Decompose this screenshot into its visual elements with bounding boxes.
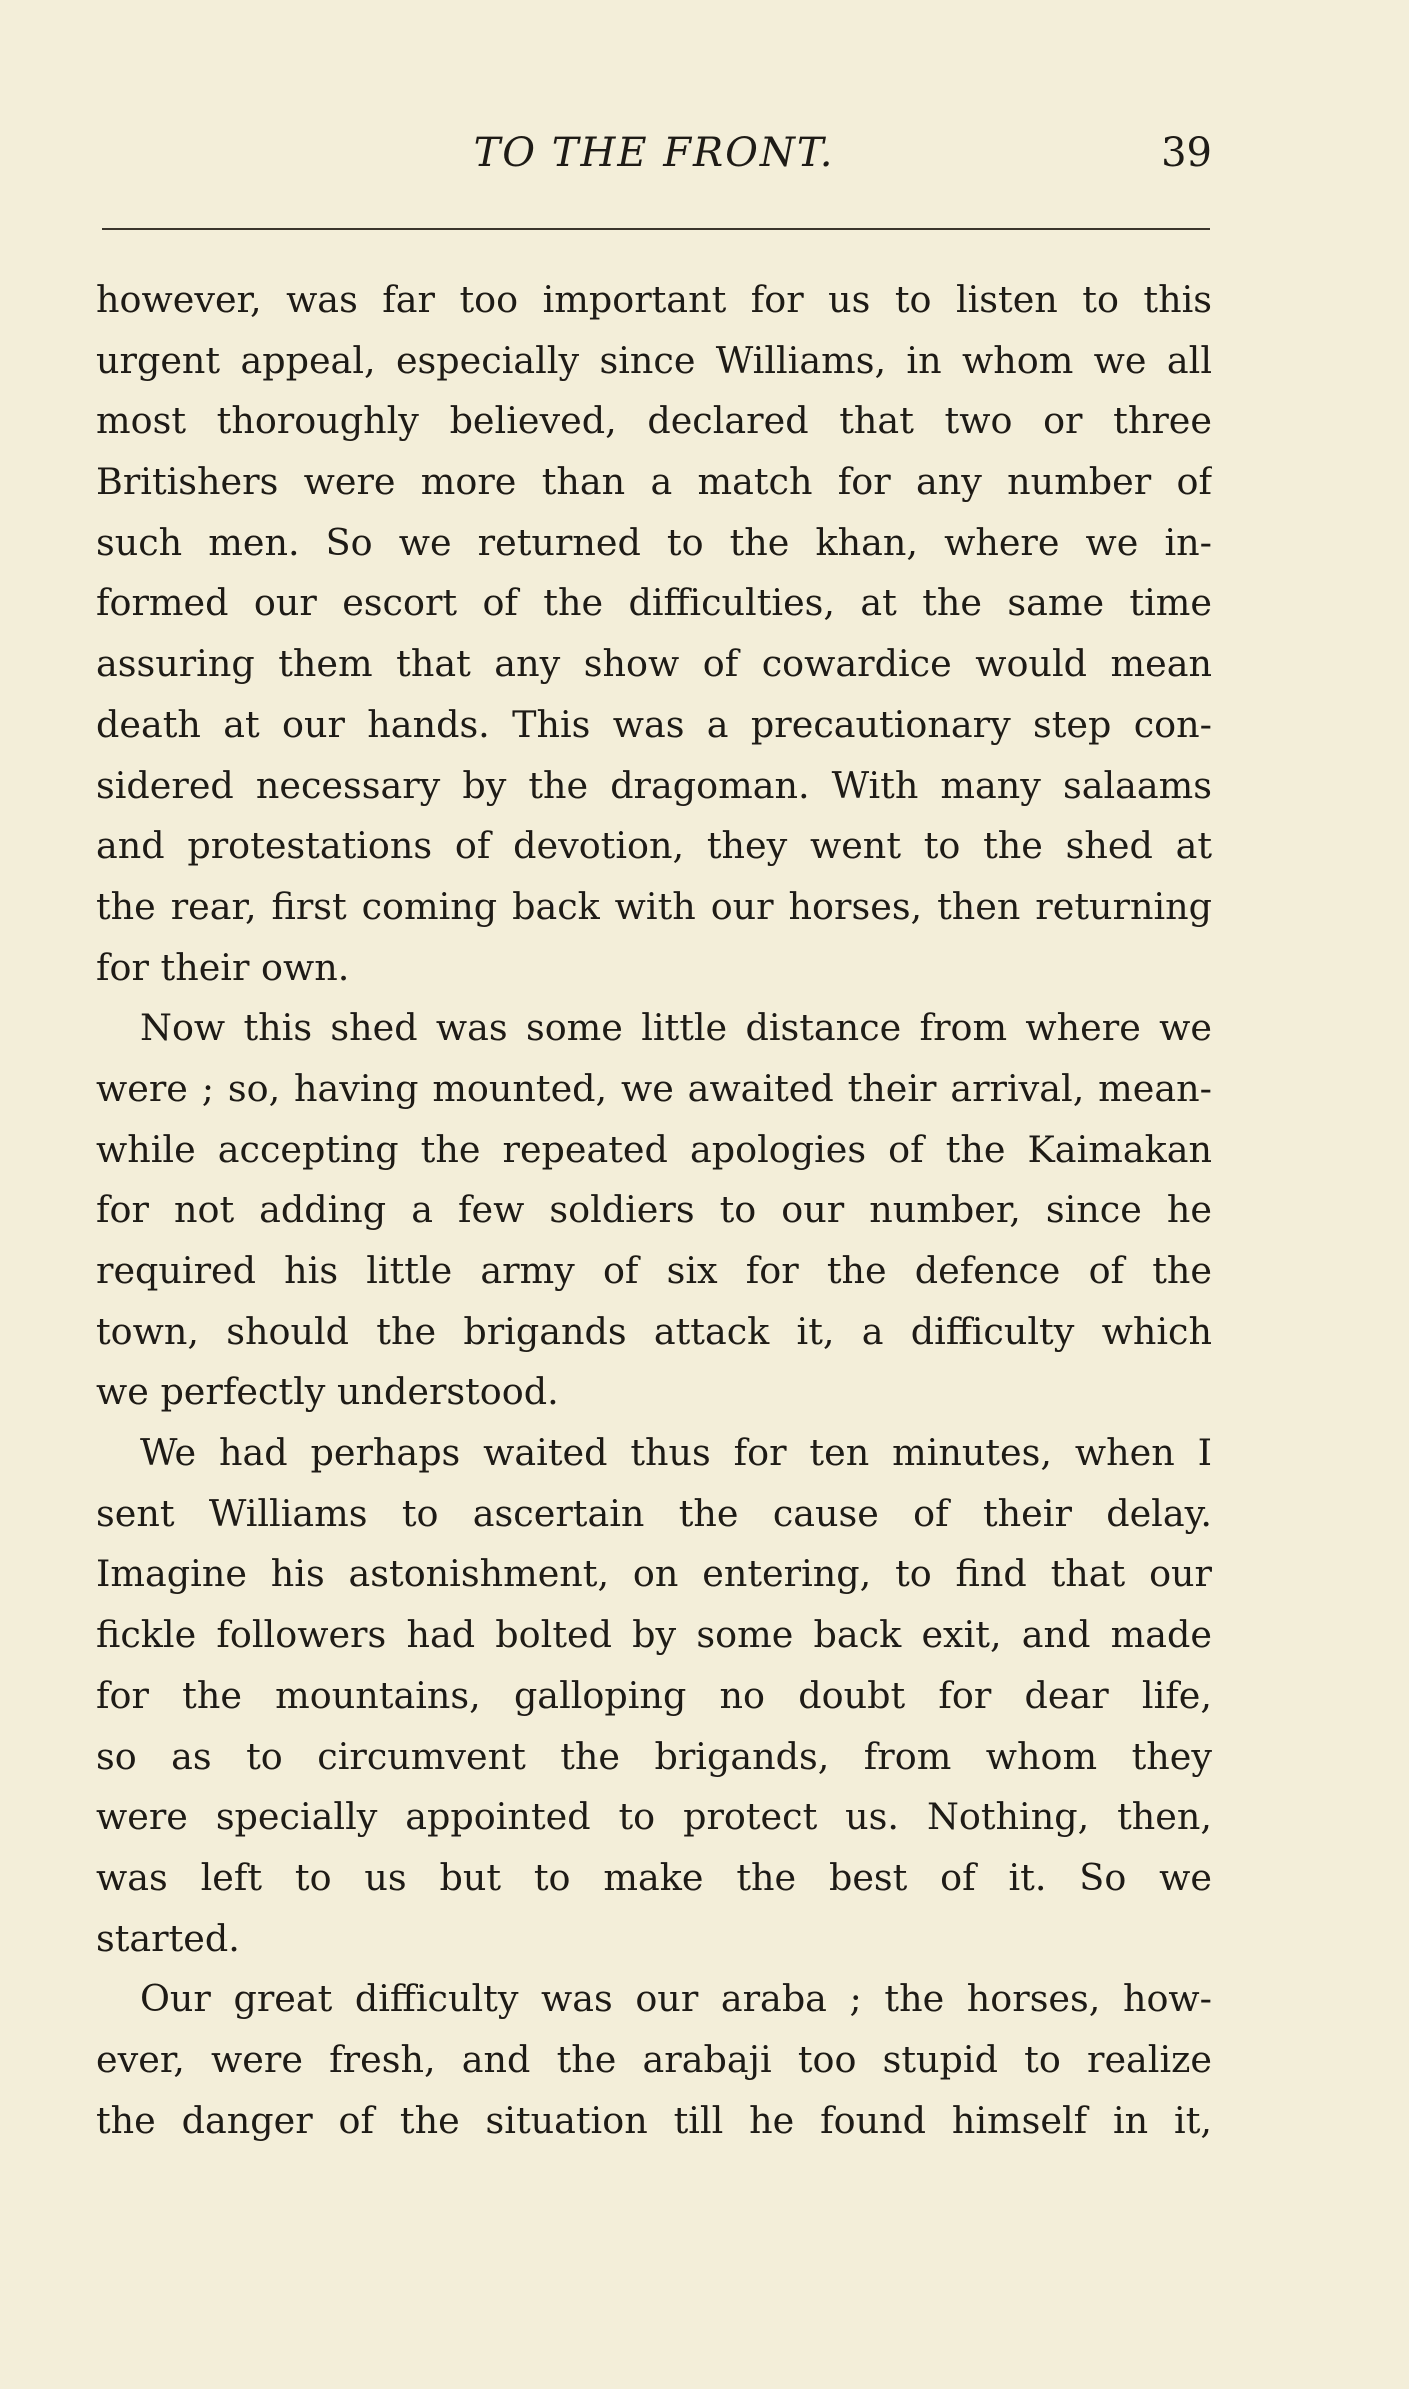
text-line: for the mountains, galloping no doubt for dear life, [96, 1673, 1212, 1717]
text-line: and protestations of devotion, they went to the shed at [96, 824, 1212, 868]
text-line: Our great difficulty was our araba ; the horses, how- [140, 1977, 1212, 2021]
text-line: for their own. [96, 945, 350, 989]
text-line: so as to circumvent the brigands, from whom they [96, 1734, 1212, 1778]
text-line: the rear, first coming back with our horses, then returning [96, 884, 1212, 928]
text-line: were ; so, having mounted, we awaited their arrival, mean- [96, 1066, 1212, 1110]
text-line: were specially appointed to protect us. Nothing, then, [96, 1795, 1212, 1839]
text-line: Imagine his astonishment, on entering, to find that our [96, 1552, 1212, 1596]
text-line: death at our hands. This was a precautionary step con- [96, 702, 1212, 746]
body-text [96, 270, 1212, 2151]
text-line: the danger of the situation till he found himself in it, [96, 2098, 1212, 2142]
running-title: TO THE FRONT. [473, 130, 835, 176]
text-line: assuring them that any show of cowardice would mean [96, 642, 1212, 686]
text-line: however, was far too important for us to listen to this [96, 278, 1212, 321]
text-line: sidered necessary by the dragoman. With many salaams [96, 763, 1212, 807]
text-line: while accepting the repeated apologies of the Kaimakan [96, 1127, 1212, 1171]
text-line: Britishers were more than a match for any number of [96, 460, 1212, 504]
text-line: required his little army of six for the defence of the [96, 1249, 1212, 1292]
text-line: sent Williams to ascertain the cause of their delay. [96, 1491, 1212, 1535]
text-line: such men. So we returned to the khan, where we in- [96, 520, 1212, 564]
header-rule [102, 228, 1210, 230]
text-line: for not adding a few soldiers to our number, since he [96, 1188, 1212, 1232]
text-line: started. [96, 1916, 240, 1960]
text-line: formed our escort of the difficulties, at the same time [96, 581, 1212, 625]
text-line: most thoroughly believed, declared that two or three [96, 399, 1212, 443]
text-line: We had perhaps waited thus for ten minutes, when I [140, 1431, 1212, 1475]
text-line: ever, were fresh, and the arabaji too stupid to realize [96, 2037, 1212, 2081]
text-line: was left to us but to make the best of it. So we [96, 1855, 1212, 1899]
text-line: urgent appeal, especially since Williams, in whom we all [96, 338, 1212, 382]
page-number: 39 [1161, 130, 1212, 176]
text-line: we perfectly understood. [96, 1370, 559, 1414]
page-header [96, 130, 1212, 190]
text-line: fickle followers had bolted by some back exit, and made [96, 1613, 1212, 1657]
text-line: town, should the brigands attack it, a difficulty which [96, 1309, 1212, 1353]
text-line: Now this shed was some little distance from where we [140, 1006, 1212, 1050]
